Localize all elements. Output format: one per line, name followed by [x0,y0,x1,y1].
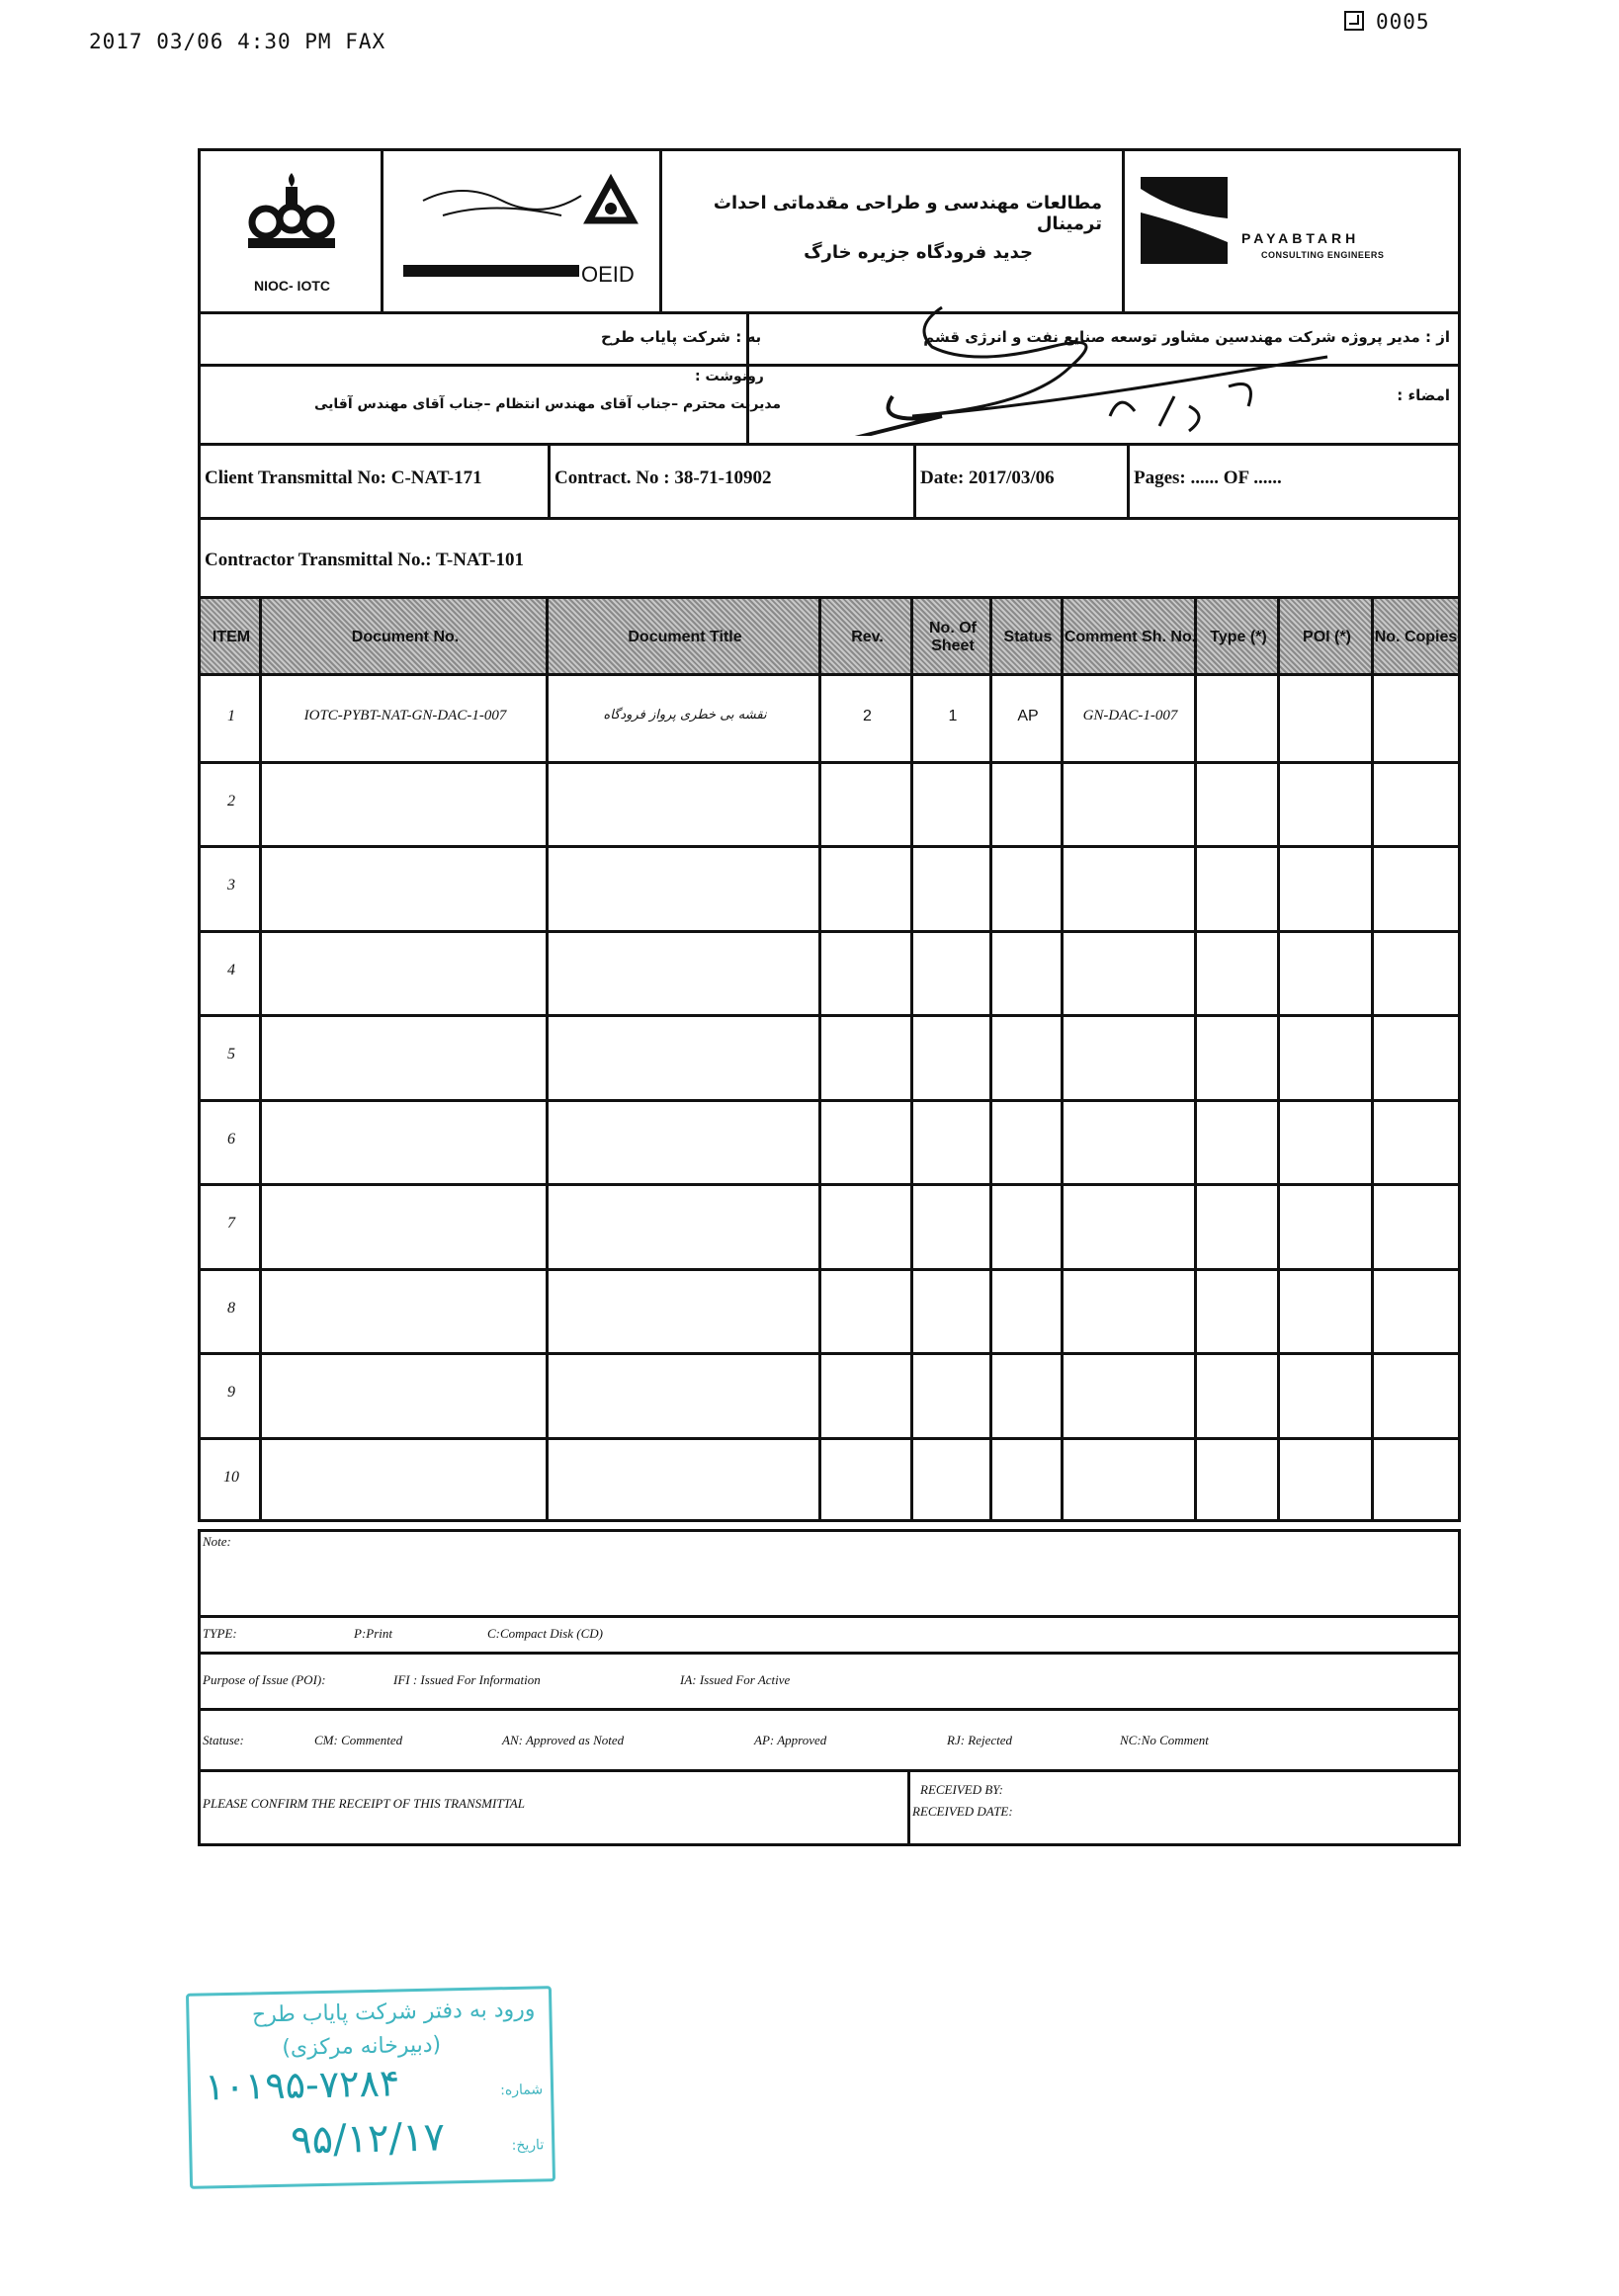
table-cell-title: نقشه بی خطری پرواز فرودگاه [603,708,767,723]
header-rev: Rev. [851,629,884,646]
header-comment: Comment Sh. No. [1064,629,1197,646]
poi-ia: IA: Issued For Active [680,1672,791,1687]
oeid-logo [383,151,662,311]
fax-header: 2017 03/06 4:30 PM FAX [89,30,386,53]
row-divider [201,930,1458,933]
stamp-line2: (دبیرخانه مرکزی) [282,2032,442,2061]
received-by-label: RECEIVED BY: [920,1782,1003,1797]
table-row-item-number: 1 [227,708,235,724]
poi-label: Purpose of Issue (POI): [203,1672,326,1687]
project-title-line1: مطالعات مهندسی و طراحی مقدماتی احداث ترمینال [713,193,1102,234]
payabtarh-emblem-icon [1137,173,1245,282]
niotc-emblem-icon [201,151,383,275]
table-row-item-number: 6 [227,1130,235,1148]
col-status [992,599,1064,1519]
col-type [1197,599,1280,1519]
niotc-logo [201,151,383,311]
stamp-number-label: شماره: [500,2082,544,2099]
poi-ifi: IFI : Issued For Information [393,1672,541,1687]
col-doc-title [549,599,821,1519]
status-label: Statuse: [203,1733,244,1747]
transmittal-meta-row [198,443,1461,520]
table-cell-doc-no: IOTC-PYBT-NAT-GN-DAC-1-007 [303,708,507,723]
from-field: از : مدیر پروژه شرکت مهندسین مشاور توسعه صنایع نفت و انرژی قشم [923,328,1450,346]
type-cd: C:Compact Disk (CD) [487,1626,603,1641]
stamp-line1: ورود به دفتر شرکت پایاب طرح [251,1997,536,2028]
handwritten-signature [833,298,1387,436]
status-nc: NC:No Comment [1120,1733,1209,1747]
table-row-item-number: 3 [227,877,235,893]
niotc-logo-text: NIOC- IOTC [254,278,330,294]
oeid-logo-text: OEID [581,262,635,287]
col-comment [1064,599,1197,1519]
cc-recipients: مدیریت محترم –جناب آقای مهندس انتظام –جناب آقای مهندس آقایی [314,396,782,412]
header-doc-title: Document Title [628,629,742,646]
table-row-item-number: 7 [227,1215,235,1232]
table-cell-rev: 2 [863,708,872,724]
page-counter [1344,10,1430,34]
project-title-line2: جدید فرودگاه جزیره خارگ [804,242,1033,263]
signature-label: امضاء : [1397,386,1450,404]
header-doc-no: Document No. [351,629,460,646]
type-row [198,1615,1461,1655]
cc-label: رونوشت : [695,369,764,384]
status-an: AN: Approved as Noted [502,1733,625,1747]
payabtarh-logo [1125,151,1458,311]
cc-signature-row [198,364,1461,446]
date-field: Date: 2017/03/06 [916,446,1130,517]
contractor-transmittal-no: Contractor Transmittal No.: T-NAT-101 [205,550,524,570]
consultant-name: PAYABTARH [1241,230,1360,246]
table-row-item-number: 8 [227,1299,235,1317]
table-row-item-number: 5 [227,1046,235,1063]
pages-field: Pages: ...... OF ...... [1134,468,1282,488]
type-label: TYPE: [203,1626,237,1641]
confirmation-row [198,1769,1461,1846]
received-date-label: RECEIVED DATE: [912,1804,1013,1819]
to-field: به : شرکت پایاب طرح [601,328,762,346]
confirm-receipt-text: PLEASE CONFIRM THE RECEIPT OF THIS TRANSMITTAL [203,1796,525,1811]
table-row-item-number: 10 [223,1468,239,1486]
status-ap: AP: Approved [754,1733,827,1747]
contract-no: Contract. No : 38-71-10902 [551,446,916,517]
table-row-item-number: 4 [227,961,235,978]
note-row [198,1529,1461,1618]
status-rj: RJ: Rejected [947,1733,1013,1747]
stamp-date-label: تاریخ: [511,2137,545,2155]
transmittal-form [198,148,1461,1888]
checkbox-icon [1344,11,1364,31]
row-divider [201,761,1458,764]
table-cell-comment: GN-DAC-1-007 [1082,708,1178,723]
col-doc-no [262,599,549,1519]
page-counter-value: 0005 [1376,10,1430,34]
table-row-item-number: 2 [227,792,235,809]
status-row [198,1708,1461,1772]
row-divider [201,1437,1458,1440]
poi-row [198,1652,1461,1711]
col-poi [1280,599,1374,1519]
row-divider [201,1352,1458,1355]
table-row-item-number: 9 [227,1384,235,1401]
header-status: Status [1003,629,1053,646]
row-divider [201,1014,1458,1017]
form-header [198,148,1461,314]
table-cell-status: AP [1017,708,1039,724]
row-divider [201,845,1458,848]
contractor-transmittal-row [198,517,1461,599]
type-print: P:Print [354,1626,392,1641]
status-cm: CM: Commented [314,1733,403,1747]
header-sheets: No. Of Sheet [929,620,977,654]
header-item: ITEM [212,629,251,646]
col-rev [821,599,913,1519]
project-title-cell [662,151,1125,311]
consultant-subtitle: CONSULTING ENGINEERS [1261,250,1385,260]
client-transmittal-no: Client Transmittal No: C-NAT-171 [201,446,551,517]
table-cell-sheets: 1 [948,708,958,724]
header-copies: No. Copies [1374,629,1458,646]
header-type: Type (*) [1210,629,1267,646]
row-divider [201,1099,1458,1102]
row-divider [201,1183,1458,1186]
receipt-stamp [186,1986,555,2189]
header-poi: POI (*) [1303,629,1351,646]
stamp-number-value: ۱۰۱۹۵-۷۲۸۴ [204,2061,400,2109]
divider [907,1772,910,1843]
row-divider [201,1268,1458,1271]
stamp-date-value: ۹۵/۱۲/۱۷ [290,2114,446,2164]
note-label: Note: [203,1534,231,1549]
col-sheets [913,599,992,1519]
oeid-emblem-icon [383,151,662,314]
documents-table [198,596,1461,1522]
